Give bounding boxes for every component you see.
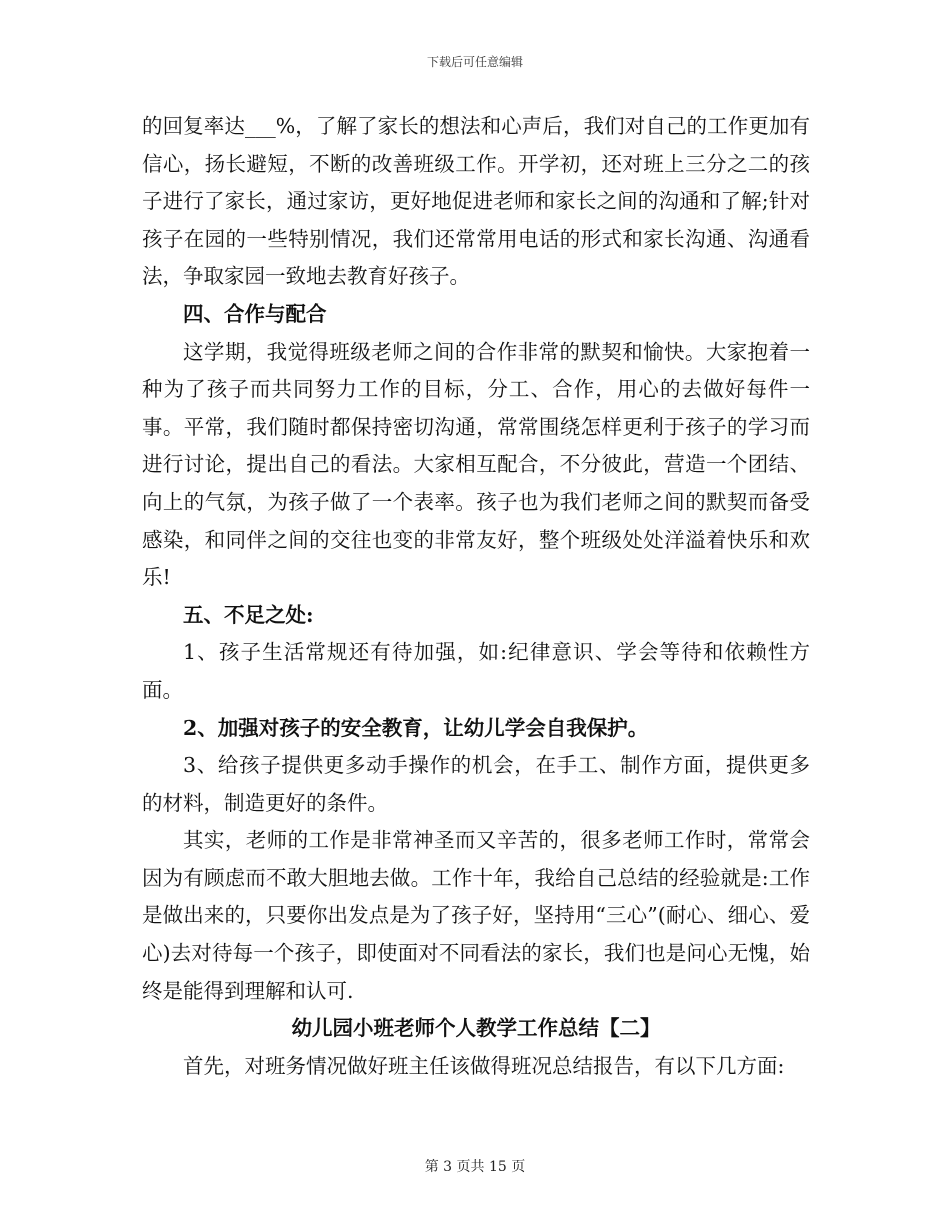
document-body — [142, 108, 810, 1085]
section-heading-shortcomings: 五、不足之处: — [183, 602, 314, 627]
paragraph-reflection: 其实，老师的工作是非常神圣而又辛苦的，很多老师工作时，常常会因为有顾虑而不敢大胆地去做。工作十年，我给自己总结的经验就是:工作是做出来的，只要你出发点是为了孩子好，坚持用“三心”(耐心、细心、爱心)去对待每一个孩子，即使面对不同看法的家长，我们也是问心无愧，始终是能得到理解和认可. — [142, 828, 810, 1003]
paragraph-family-communication: 的回复率达___%，了解了家长的想法和心声后，我们对自己的工作更加有信心，扬长避短，不断的改善班级工作。开学初，还对班上三分之二的孩子进行了家长，通过家访，更好地促进老师和家长之间的沟通和了解;针对孩子在园的一些特别情况，我们还常常用电话的形式和家长沟通、沟通看法，争取家园一致地去教育好孩子。 — [142, 114, 810, 289]
list-item-shortcoming-3: 3、给孩子提供更多动手操作的机会，在手工、制作方面，提供更多的材料，制造更好的条件。 — [142, 753, 810, 815]
page-footer: 第 3 页共 15 页 — [424, 1159, 526, 1175]
list-item-shortcoming-1: 1、孩子生活常规还有待加强，如:纪律意识、学会等待和依赖性方面。 — [142, 640, 810, 702]
list-item-shortcoming-2: 2、加强对孩子的安全教育，让幼儿学会自我保护。 — [183, 715, 649, 740]
page-header: 下载后可任意编辑 — [426, 55, 523, 69]
paragraph-intro-part-two: 首先，对班务情况做好班主任该做得班况总结报告，有以下几方面: — [183, 1053, 785, 1078]
document-subtitle: 幼儿园小班老师个人教学工作总结【二】 — [291, 1016, 661, 1041]
section-heading-cooperation: 四、合作与配合 — [183, 301, 327, 326]
paragraph-cooperation: 这学期，我觉得班级老师之间的合作非常的默契和愉快。大家抱着一种为了孩子而共同努力工作的目标，分工、合作，用心的去做好每件一事。平常，我们随时都保持密切沟通，常常围绕怎样更利于孩子的学习而进行讨论，提出自己的看法。大家相互配合，不分彼此，营造一个团结、向上的气氛，为孩子做了一个表率。孩子也为我们老师之间的默契而备受感染，和同伴之间的交往也变的非常友好，整个班级处处洋溢着快乐和欢乐! — [142, 339, 810, 590]
